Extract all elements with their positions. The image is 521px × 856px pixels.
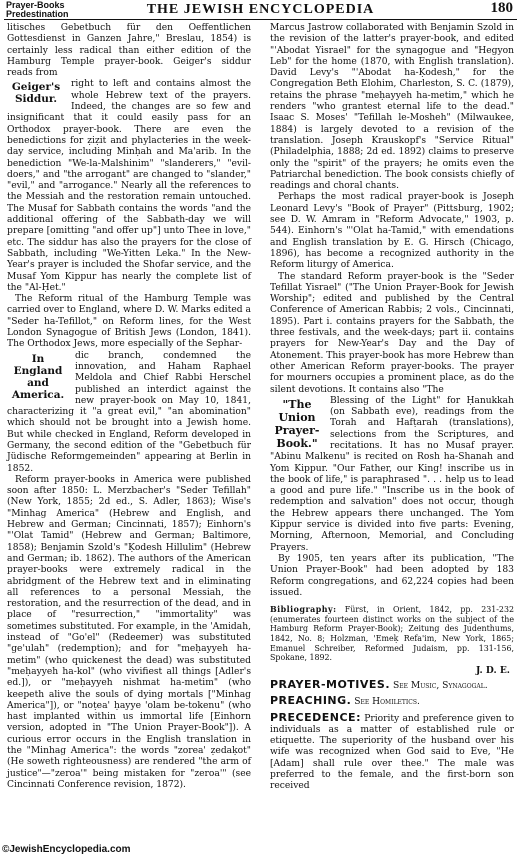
entry-text: Priority and preference given to individuals as a matter of established rule or etiquette. The superiority of the husband over his wife was recognized when God said to Eve, "He [Adam] shall rule over thee." The male was preferred to the female, and the first-born son received (270, 713, 514, 792)
paragraph: Blessing of the Light" for Ḥanukkah (on Sabbath eve), readings from the Torah and Hafṭarah (translations), selections from the Scriptures, and recitations. It has no Musaf prayer. "Abinu Malkenu" is recited on Rosh ha-Shanah and Yom Kippur. "Our Father, our King! inscribe us in the book of life," is paraphrased ". . . help us to lead a good and pure life." "Inscribe us in the book of redemption and salvation" does not occur, though the Hebrew appears there unchanged. The Yom Kippur service is divided into five parts: Evening, Morning, Afternoon, Memorial, and Concluding Prayers. (270, 395, 514, 553)
cross-reference-link[interactable]: See Homiletics. (354, 697, 420, 708)
cross-reference-link[interactable]: See Music, Synagogal. (392, 681, 488, 691)
site-watermark: ©JewishEncyclopedia.com (2, 844, 131, 855)
paragraph: The Reform ritual of the Hamburg Temple was carried over to England, where D. W. Marks edited a "Seder ha-Tefillot," on Reform lines, for the West London Synagogue of British Jews (London, 1841). The Orthodox Jews, more especially of the Sephar- (7, 294, 251, 350)
author-initials: J. D. E. (475, 664, 510, 676)
paragraph: Marcus Jastrow collaborated with Benjamin Szold in the revision of the latter's prayer-book, and edited "'Abodat Yisrael" for the synagogue and "Hegyon Leb" for the home (1870, with English translation). David Levy's "'Abodat ha-Ḳodesh," for the Congregation Beth Elohim, Charleston, S. C. (1879), retains the phrase "meḥayyeh ha-metim," which he renders "who grantest eternal life to the dead." Isaac S. Moses' "Tefillah le-Mosheh" (Milwaukee, 1884) is largely devoted to a revision of the translation. Joseph Krauskopf's "Service Ritual" (Philadelphia, 1888; 2d ed. 1892) claims to preserve only the "spirit" of the prayers; he omits even the Patriarchal benediction. The book consists chiefly of readings and choral chants. (270, 23, 514, 192)
paragraph: Reform prayer-books in America were published soon after 1850: L. Merzbacher's "Seder Tefillah" (New York, 1855; 2d ed., S. Adler, 1863); Wise's "Minhag America" (Hebrew and English, and Hebrew and German; Cincinnati, 1857); Einhorn's "'Olat Tamid" (Hebrew and German; Baltimore, 1858); Benjamin Szold's "Ḳodesh Hillulim" (Hebrew and German; ib. 1862). The authors of the American prayer-books were extremely radical in the abridgment of the Hebrew text and in eliminating all references to a personal Messiah, the restoration, and the resurrection of the dead, and in place of "resurrection," "immortality" was sometimes substituted. For example, in the 'Amidah, instead of "Go'el" (Redeemer) was substituted "ge'ulah" (redemption); and for "meḥayyeh ha-metim" (who quickenest the dead) was substituted "meḥayyeh ha-kol" (who vivifiest all things [Adler's ed.]), or "meḥayyeh nishmat ha-metim" (who keepeth alive the souls of dying mortals ["Minhag America"]), or "noṭea' ḥayye 'olam be-tokenu" (who hast implanted within us immortal life [Einhorn version, adopted in "The Union Prayer-Book"]). A curious error occurs in the English translation in the "Minhag America": the words "zorea' ẓedaḳot" (He soweth righteousness) are rendered "the arm of justice"—"zeroa'" being mistaken for "zeroa'" (see Cincinnati Conference revision, 1872). (7, 474, 251, 790)
bibliography (270, 605, 514, 663)
bibliography-label: Bibliography: (270, 605, 337, 615)
side-heading-england-america: In England and America. (11, 352, 65, 401)
left-column (7, 23, 251, 791)
page-number: 180 (490, 0, 513, 16)
paragraph: By 1905, ten years after its publication, "The Union Prayer-Book" had been adopted by 183 Reform congregations, and 62,224 copies had been issued. (270, 553, 514, 598)
bibliography-text: Fürst, in Orient, 1842, pp. 231-232 (enumerates fourteen distinct works on the subject of the Hamburg Reform Prayer-Book); Zeitung des Judenthums, 1842, No. 8; Holzman, 'Emeḳ Refa'im, New York, 1865; Emanuel Schreiber, Reformed Judaism, pp. 131-156, Spokane, 1892. (270, 605, 514, 663)
right-column (270, 23, 514, 793)
headword: PRAYER-MOTIVES. (270, 678, 391, 691)
entry-prayer-motives (270, 679, 514, 692)
page-title: THE JEWISH ENCYCLOPEDIA (146, 2, 375, 17)
running-head-second: Predestination (6, 9, 69, 19)
entry-preaching (270, 695, 514, 708)
paragraph: litisches Gebetbuch für den Oeffentlichen Gottesdienst in Ganzen Jahre," Breslau, 1854) is certainly less radical than either edition of the Hamburg Temple prayer-book. Geiger's siddur reads from (7, 23, 251, 79)
headword: PRECEDENCE: (270, 710, 361, 724)
paragraph: right to left and contains almost the whole Hebrew text of the prayers. Indeed, the changes are so few and insignificant that it could easily pass for an Orthodox prayer-book. There are even the benedictions for ẓiẓit and phylacteries in the week-day service, including Minḥah and Ma'arib. In the benediction "We-la-Malshinim" "slanderers," "evil-doers," and "the arrogant" are changed to "slander," "evil," and "arrogance." Nearly all the references to the Messiah and the restoration remain untouched. The Musaf for Sabbath contains the words "and the additional offering of the Sabbath-day we will prepare [omitting "and offer up"] unto Thee in love," etc. The siddur has also the prayers for the close of Sabbath, including "We-Yitten Leka." In the New-Year's prayer is included the Shofar service, and the Musaf Yom Kippur has nearly the complete list of the "Al-Ḥet." (7, 79, 251, 293)
page-header (0, 0, 521, 20)
headword: PREACHING. (270, 694, 352, 708)
side-heading-union-prayer-book: "The Union Prayer-Book." (274, 397, 320, 450)
paragraph: dic branch, condemned the innovation, and Haham Raphael Meldola and Chief Rabbi Herschel published an interdict against the new prayer-book on May 10, 1841, characterizing it "a great evil," "an abomination" which should not be brought into a Jewish home. But while checked in England, Reform developed in Germany, the second edition of the "Gebetbuch für Jüdische Reformgemeinden" appearing at Berlin in 1852. (7, 350, 251, 474)
side-heading-geiger: Geiger's Siddur. (11, 81, 61, 106)
paragraph: Perhaps the most radical prayer-book is Joseph Leonard Levy's "Book of Prayer" (Pittsburg, 1902; see D. W. Amram in "Reform Advocate," 1903, p. 544). Einhorn's "'Olat ha-Tamid," with emendations and English translation by E. G. Hirsch (Chicago, 1896), has become a recognized authority in the Reform liturgy of America. (270, 192, 514, 271)
paragraph: The standard Reform prayer-book is the "Seder Tefillat Yisrael" ("The Union Prayer-Book for Jewish Worship"; edited and published by the Central Conference of American Rabbis; 2 vols., Cincinnati, 1895). Part i. contains prayers for the Sabbath, the three festivals, and the week-days; part ii. contains prayers for New-Year's Day and the Day of Atonement. This prayer-book has more Hebrew than other American Reform prayer-books. The prayer for mourners occupies a prominent place, as do the silent devotions. It contains also "The (270, 271, 514, 395)
entry-precedence (270, 712, 514, 793)
running-head-first: Prayer-Books (6, 0, 65, 10)
header-rule (4, 19, 517, 20)
